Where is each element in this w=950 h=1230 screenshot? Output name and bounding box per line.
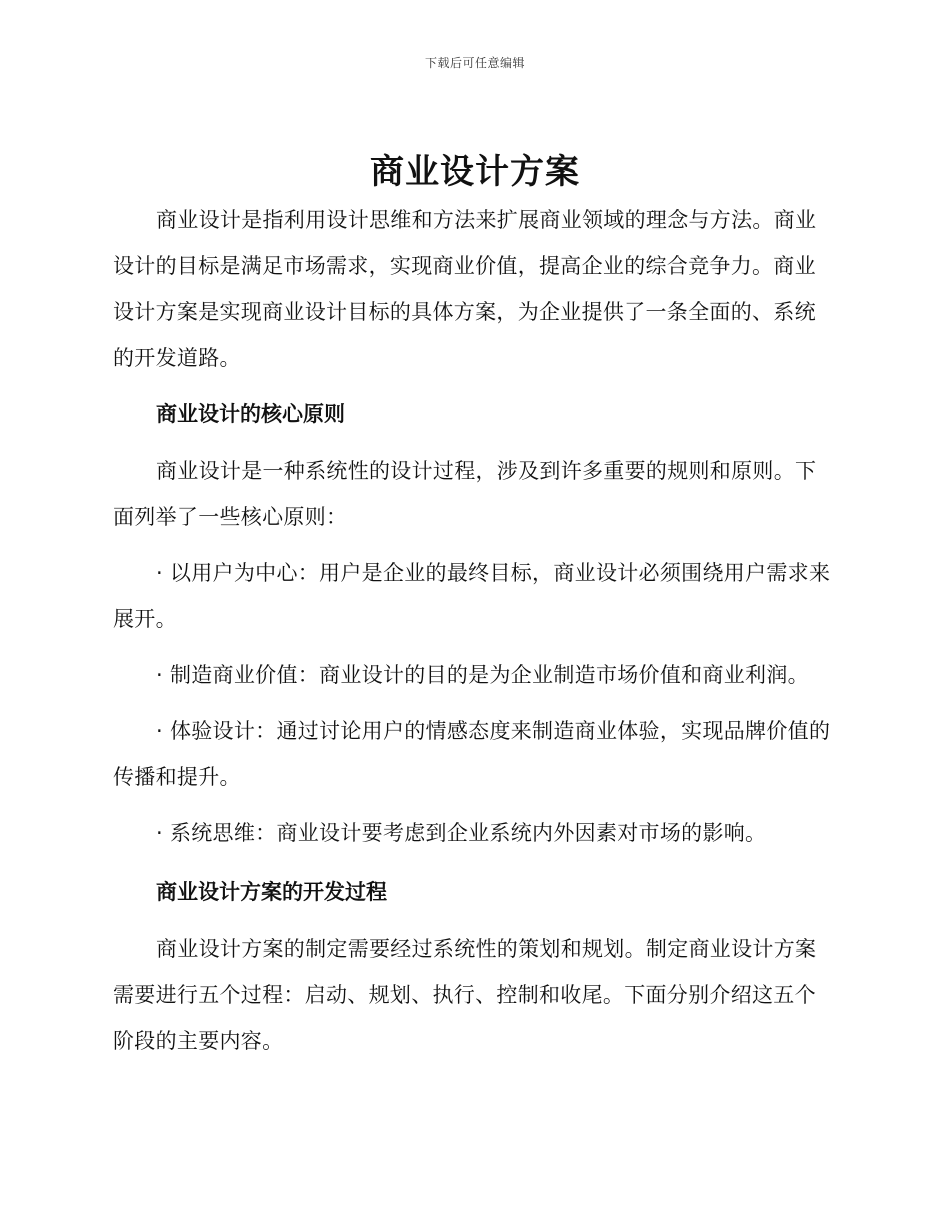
header-note: 下载后可任意编辑 <box>424 56 525 70</box>
bullet-business-value: · 制造商业价值：商业设计的目的是为企业制造市场价值和商业利润。 <box>156 663 809 687</box>
bullet-user-centered: · 以用户为中心：用户是企业的最终目标，商业设计必须围绕用户需求来展开。 <box>113 561 831 631</box>
document-title: 商业设计方案 <box>370 152 580 192</box>
intro-paragraph: 商业设计是指利用设计思维和方法来扩展商业领域的理念与方法。商业设计的目标是满足市场需求，实现商业价值，提高企业的综合竞争力。商业设计方案是实现商业设计目标的具体方案，为企业提供了一条全面的、系统的开发道路。 <box>113 208 817 370</box>
core-principles-paragraph: 商业设计是一种系统性的设计过程，涉及到许多重要的规则和原则。下面列举了一些核心原则： <box>113 459 817 529</box>
bullet-system-thinking: · 系统思维：商业设计要考虑到企业系统内外因素对市场的影响。 <box>156 821 767 845</box>
section-heading-development-process: 商业设计方案的开发过程 <box>156 880 387 904</box>
section-heading-core-principles: 商业设计的核心原则 <box>156 402 345 426</box>
bullet-experience-design: · 体验设计：通过讨论用户的情感态度来制造商业体验，实现品牌价值的传播和提升。 <box>113 719 831 789</box>
development-process-paragraph: 商业设计方案的制定需要经过系统性的策划和规划。制定商业设计方案需要进行五个过程：启动、规划、执行、控制和收尾。下面分别介绍这五个阶段的主要内容。 <box>113 937 817 1053</box>
